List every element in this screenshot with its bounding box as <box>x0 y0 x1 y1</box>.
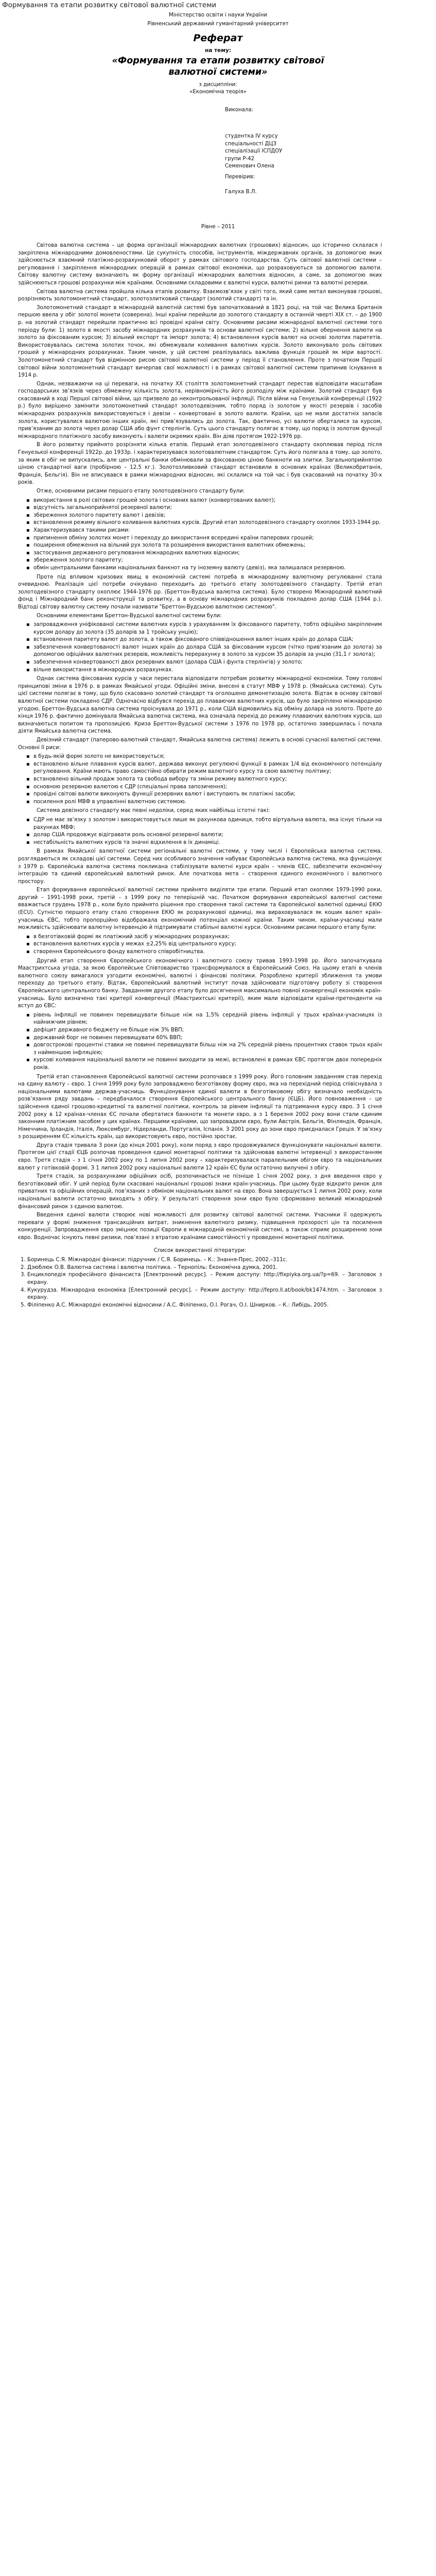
paragraph: Отже, основними рисами першого етапу золотодевізного стандарту були: <box>37 488 245 494</box>
paragraph: Другий етап створення Європейського економічного і валютного союзу тривав 1993-1998 рр. Його започаткувала Маастрихтська угода, за якою Європейське Співтовариство трансформувалося в Європейський Союз. На цьому етапі в членів валютного союзу вимагалося узгодити економічні, валютні і фінансові політики. Розроблено критерії зближення та умови переходу до третього етапу. Відтак, Європейський валютний інститут почав здійснювати підготовчу роботу зі створення Європейського центрального банку. Завданням другого етапу було досягнення максимально повної конвергенції економік країн-учасниць. Було визначено такі критерії конвергенції (Маастрихтські критерії), яким мали відповідати країни-претенденти на вступ до ЄВС: <box>18 958 382 1009</box>
references-title: Список використаної літератури: <box>153 1247 247 1253</box>
paragraph: Третій етап становлення Європейської валютної системи розпочався з 1999 року. Його головним завданням став перехід на єдину валюту – євро. 1 січня 1999 року було запроваджено безготівкову форму євро, яка на перехідний період співіснувала з національними валютами держав-учасниць. Функціонування єдиної валюти в безготівковому обігу визначало необхідність розв’язання ряду завдань – передбачалося створення Європейського центрального банку (ЄЦБ). Його повноваження – це здійснення єдиної грошово-кредитної та валютної політики, контроль за рівнем інфляції та підтримання курсу євро. З 1 січня 2002 року в 12 країнах-членах ЄС почали обертатися банкноти та монети євро, а з 1 березня 2002 року вони стали єдиним законним платіжним засобом у цих країнах. Першими країнами, що запровадили євро, були Австрія, Бельгія, Фінляндія, Франція, Німеччина, Ірландія, Італія, Люксембург, Нідерланди, Португалія, Іспанія. З 2001 року до зони євро приєдналася Греція. У зв’язку з розширенням ЄС кількість країн, що використовують євро, постійно зростає. <box>18 1074 382 1140</box>
bullet-list <box>18 621 382 674</box>
ministry-name: Міністерство освіти і науки України <box>168 12 268 18</box>
student-group: групи Р-42 <box>225 156 255 162</box>
place-year: Рівне – 2011 <box>201 224 235 230</box>
reference-item: 4. Кукурудза. Міжнародна економіка [Електронний ресурс]. – Режим доступу: http://fepro.ll.at/book/bk1474.htm. – Заголовок з екрану. <box>27 1287 382 1302</box>
topic-line-2: валютної системи» <box>168 67 268 77</box>
list-item: ▪ встановлено вільне плавання курсів валют, держава виконує регулюючі функції в рамках 1/4 від економічного потенціалу регулювання. Країни мають право самостійно обирати режим валютного курсу та свою валютну політику; <box>27 761 382 776</box>
paragraph: Однак система фіксованих курсів у часи перестала відповідати потребам розвитку міжнародної економіки. Тому головні принципові зміни в 1976 р. в рамках Ямайської угоди. Офіційні зміни, внесені в статут МВФ у 1978 р. (Ямайська система). Суть цієї системи полягає в тому, що було скасовано золотий стандарт та оголошено демонетизацію золота. Відтак в основу світової валютної системи покладено СДР. Одночасно відбувся перехід до плаваючих валютних курсів, що було закріплено міжнародною угодою. Бреттон-Вудська валютна система проіснувала до 1971 р., коли США відмовились від обміну долара на золото. Проте до кінця 1976 р. фактично домінувала Ямайська валютна система, яка означала перехід до режиму плаваючих валютних курсів, що визначаються попитом та пропозицією. Криза Бреттон-Вудської системи з 1976 по 1978 рр. остаточно завершилась і почала діяти Ямайська валютна система. <box>18 676 382 735</box>
student-faculty: спеціальності ДЦЗ <box>225 141 276 147</box>
list-item: ▪ державний борг не повинен перевищувати 60% ВВП; <box>27 1035 382 1042</box>
list-item: ▪ СДР не має зв’язку з золотом і використовується лише як рахункова одиниця, тобто віртуальна валюта, яка існує тільки на рахунках МВФ; <box>27 817 382 832</box>
checker-block <box>225 174 359 196</box>
author-info-block <box>225 133 359 171</box>
bullet-list <box>18 753 382 806</box>
discipline <box>0 81 436 96</box>
paragraph: Друга стадія тривала 3 роки (до кінця 2001 року), коли поряд з євро продовжувалися функціонувати національні валюти. Протягом цієї стадії ЄЦБ розпочав проведення єдиної монетарної політики та здійснював валютні інтервенції з використанням євро. Третя стадія – з 1 січня 2002 року по 1 липня 2002 року – характеризувалася паралельним обігом євро та національних валют у готівковій формі. З 1 липня 2002 року національні валюти 12 країн ЄС були остаточно вилучені з обігу. <box>18 1142 382 1171</box>
paragraph: Етап формування європейської валютної системи прийнято виділяти три етапи. Перший етап охоплює 1979-1990 роки, другий – 1991-1998 роки, третій – з 1999 року по теперішній час. Початком формування європейської валютної системи вважається грудень 1978 р., коли було прийнято рішення про створення такої системи та Європейської валютної одиниці ЕКЮ (ECU). Сутністю першого етапу стало створення ЕКЮ як розрахункової одиниці, яка вираховувалася як кошик валют країн-учасниць ЄВС, тобто пропорційно відображала економічний потенціал кожної країни. Таким чином, країни-учасниці мали можливість здійснювати валютну інтервенцію й підтримувати стабільні валютні курси. Основними рисами першого етапу були: <box>18 887 382 931</box>
list-item: ▪ вільне використання в міжнародних розрахунках. <box>27 667 382 674</box>
document-title: Реферат <box>193 32 243 44</box>
references-list <box>18 1257 382 1309</box>
paragraph: Введення єдиної валюти створює нові можливості для розвитку світової валютної системи. Учасники її одержують переваги у формі зниження трансакційних витрат, зникнення валютного ризику, підвищення прозорості цін та посилення конкуренції. Запровадження євро зміцнює позиції Європи в міжнародній економічній системі, а також сприяє розширенню зони євро. Водночас існують певні ризики, пов’язані з втратою країнами самостійності у проведенні монетарної політики. <box>18 1212 382 1241</box>
bullet-list <box>18 817 382 846</box>
author-label-block <box>225 107 359 114</box>
list-item: ▪ встановлення паритету валют до золота, а також фіксованого співвідношення валют інших країн до долара США; <box>27 636 382 644</box>
list-item: ▪ збереження золотого паритету; <box>27 557 382 565</box>
list-item: ▪ нестабільність валютних курсів та значні відхилення в їх динаміці. <box>27 839 382 847</box>
list-item: ▪ збереження золотого паритету валют і девізів; <box>27 512 382 520</box>
list-item: ▪ встановлення режиму вільного коливання валютних курсів. Другий етап золотодевізного стандарту охоплює 1933-1944 рр. <box>27 519 382 527</box>
list-item: ▪ забезпечення конвертованості двох резервних валют (долара США і фунта стерлінгів) у золото; <box>27 659 382 667</box>
paragraph: Світова валютна система – це форма організації міжнародних валютних (грошових) відносин, що історично склалася і закріплена міжнародними домовленостями. Це сукупність способів, інструментів, міждержавних органів, за допомогою яких здійснюється взаємний платіжно-розрахунковий оборот у рамках світового господарства. Суть світової валютної системи – регулювання і закріплення міжнародних операцій в рамках світової економіки, що розраховуються за допомогою валюти. Світову валютну систему визначають як форму організації міжнародних валютних відносин, а саме, за допомогою яких здійснюються грошові розрахунки між країнами. Основними складовими є валютні курси, валютні ринки та валютні резерви. <box>18 243 382 286</box>
paragraph: В його розвитку прийнято розрізняти кілька етапів. Перший етап золотодевізного стандарту охоплював період після Генуезької конференції 1922р. до 1933р. і характеризувався золотовалютним стандартом. Суть його полягала в тому, що золото, за яким в обіг не випускались, але центральні банки обмінювали за фіксованою ціною банкноти на злитки. Загальноприйнятою ціною стандартної ваги (пробірною – 12,5 кг.). Золотозливковий стандарт встановили в основних країнах (Великобританія, Франція, Бельгія). Він не вписувався в рамки міжнародних відносин, які склалися на той час і був скасований на початку 30-х років. <box>18 442 382 486</box>
list-item: ▪ долар США продовжує відігравати роль основної резервної валюти; <box>27 832 382 839</box>
bullet-list <box>18 1012 382 1072</box>
topic-line-1: «Формування та етапи розвитку світової <box>112 56 324 66</box>
list-item: ▪ посилення ролі МВФ в управлінні валютною системою. <box>27 799 382 806</box>
paragraph: Девізний стандарт (паперово-валютний стандарт, Ямайська валютна система) лежить в основі сучасної валютної системи. Основні її риси: <box>18 737 382 751</box>
list-item: ▪ встановлено вільний продаж золота та свобода вибору та зміни режиму валютного курсу; <box>27 776 382 784</box>
student-name: Семенович Олена <box>225 163 274 170</box>
document-subtitle: на тему: <box>205 47 231 54</box>
student-specialty: спеціалізації ІСПДОУ <box>225 148 283 155</box>
list-item: ▪ в будь-якій формі золото не використовується; <box>27 753 382 761</box>
list-item: ▪ запровадження уніфікованої системи валютних курсів з урахуванням їх фіксованого паритету, тобто офіційно закріпленим курсом долару до золота (35 доларів за 1 тройську унцію); <box>27 621 382 636</box>
student-course: студентка IV курсу <box>225 133 278 139</box>
list-item: ▪ створення Європейського фонду валютного співробітництва. <box>27 948 382 956</box>
paragraph: Золотомонетний стандарт в міжнародній валютній системі був започаткований в 1821 році, на той час Велика Британія першою ввела у обіг золотої монети (соверена). Інші країни перейшли до золотого стандарту в останній чверті XIX ст. – до 1900 р. на золотий стандарт перейшли практично всі провідні країни світу. Основними рисами міжнародної валютної системи того періоду були: 1) золото в якості засобу міжнародних розрахунків та основи валютної системи; 2) вільне обернення валюти на золото за фіксованим курсом; 3) вільний експорт та імпорт золота; 4) встановлення курсів валют на основі золотих паритетів. Використовувалась система золотих точок, які обмежували коливання валютних курсів. Золото виконувало роль світових грошей у міжнародних розрахунках. Таким чином, у цій системі реалізувалась важлива функція грошей як міри вартості. Золотомонетний стандарт був відмінною рисою світової валютної системи у період її становлення. Проте з початком Першої світової війни золотомонетний стандарт вичерпав свої можливості і в рамках світової валютної системи припинив існування в 1914 р. <box>18 304 382 379</box>
list-item: ▪ застосування державного регулювання міжнародних валютних відносин; <box>27 550 382 557</box>
paragraph: Світова валютна система пройшла кілька етапів розвитку. Взаємозв’язок у світі того, який саме метал виконував грошові, розрізняють золотомонетний стандарт, золотозлитковий стандарт (золотий стандарт) та ін. <box>18 289 382 302</box>
list-item: ▪ основною резервною валютою є СДР (спеціальні права запозичення); <box>27 784 382 791</box>
reference-item: 3. Енциклопедія професійного фінансиста [Електронний ресурс]. – Режим доступу: http://fixpiyka.org.ua/?p=69. – Заголовок з екрану. <box>27 1272 382 1286</box>
list-item: ▪ рівень інфляції не повинен перевищувати більше ніж на 1,5% середній рівень інфляції у трьох країнах-учасницях із найнижчим рівнем; <box>27 1012 382 1027</box>
paragraph: Однак, незважаючи на ці переваги, на початку XX століття золотомонетний стандарт перестав відповідати масштабам господарських зв’язків через обмежену кількість золота, нерівномірність його розподілу між країнами. Золотий стандарт був скасований в ході Першої світової війни, що призвело до неконтрольованої інфляції. Після війни на Генуезькій конференції (1922 р.) було вирішено замінити золотомонетний стандарт золотодевізним, тобто поряд із золотом у якості резервів і засобів міжнародних розрахунків використовуються і девізи – конвертовані в золото валюти. Країни, що не мали достатніх запасів золота, користувалися валютою інших країн, які прив’язувались до золота. Так, фактично, усі валюти оберталися за курсом, прив’язаним до золота через долар США або фунт стерлінгів. Суть цього стандарту полягає в тому, що поряд із золотом функції міжнародного платіжного засобу виконують і валюти окремих країн. Він діяв протягом 1922-1976 рр. <box>18 381 382 439</box>
list-item: ▪ встановлення валютних курсів у межах ±2,25% від центрального курсу; <box>27 941 382 948</box>
paragraph: В рамках Ямайської валютної системи регіональні валютні системи, у тому числі і Європейська валютна система, розглядаються як складові цієї системи. Серед них особливого значення набуває Європейська валютна система, яка функціонує з 1979 р. Європейська валютна система покликана стабілізувати валютні курси країн – членів ЄЕС, забезпечити економічну інтеграцію та єдиний європейський валютний ринок. Але початкова мета – створення єдиного економічного і валютного простору. <box>18 849 382 885</box>
list-item: ▪ припинення обміну золотих монет і переходу до використання всередині країни паперових грошей; <box>27 535 382 543</box>
page-heading: Формування та етапи розвитку світової валютної системи <box>2 1 217 9</box>
list-item: ▪ забезпечення конвертованості валют інших країн до долара США за фіксованим курсом (чітко прив’язаним до золота) за допомогою офіційних валютних резервів, можливість перерахунку в золото за курсом 35 доларів за унцію (31,1 г золота); <box>27 644 382 659</box>
discipline-label: з дисципліни: <box>199 82 237 88</box>
checker-name: Галуха В.Л. <box>225 189 257 195</box>
document-topic <box>0 55 436 78</box>
bullet-list <box>18 497 382 572</box>
reference-item: 2. Дзюблюк О.В. Валютна система і валютна політика. – Тернопіль: Економічна думка, 2001. <box>27 1264 382 1272</box>
list-item: ▪ курсові коливання національної валюти не повинні виходити за межі, встановлені в рамках ЄВС протягом двох попередніх років. <box>27 1057 382 1072</box>
checked-label: Перевірив: <box>225 174 255 180</box>
list-item: ▪ в безготівковій формі як платіжний засіб у міжнародних розрахунках; <box>27 934 382 941</box>
list-item: ▪ дефіцит державного бюджету не більше ніж 3% ВВП; <box>27 1027 382 1035</box>
paragraph: Система девізного стандарту має певні недоліки, серед яких найбільш істотні такі: <box>37 808 270 814</box>
paragraph: Проте під впливом кризових явищ в економічній системі потреба в міжнародному валютному регулюванні стала очевидною. Реалізація цієї потреби очікувано переходить до третього етапу золотодевізного стандарту. Третій етап золотодевізного стандарту охоплює 1944-1976 рр. (Бреттон-Вудська валютна система). Було створено Міжнародний валютний фонд і Міжнародний банк реконструкції та розвитку, а в основу міжнародних розрахунків покладено долар США (1944 р.). Відтоді світову валютну систему почали називати "Бреттон-Вудською валютною системою". <box>18 574 382 610</box>
reference-item: 5. Філіпенко А.С. Міжнародні економічні відносини / А.С. Філіпенко, О.І. Рогач, О.І. Шнирков. – К.: Либідь, 2005. <box>27 1302 382 1310</box>
list-item: ▪ поширення обмеження на вільний рух золота та розширення використання валютних обмежень; <box>27 542 382 550</box>
reference-item: 1. Боринець С.Я. Міжнародні фінанси: підручник / С.Я. Боринець. – К.: Знання-Прес, 2002.–311с. <box>27 1257 382 1264</box>
list-item: ▪ Характеризувався такими рисами: <box>27 527 382 535</box>
performed-label: Виконала: <box>225 107 254 113</box>
main-text <box>18 242 382 1309</box>
list-item: ▪ відсутність загальноприйнятої резервної валюти; <box>27 504 382 512</box>
list-item: ▪ обмін центральними банками національних банкнот на ту іноземну валюту (девіз), яка залишалася резервною. <box>27 565 382 572</box>
list-item: ▪ провідні світові валюти виконують функції резервних валют і виступають як платіжні засоби; <box>27 791 382 799</box>
bullet-list <box>18 934 382 956</box>
university-name: Рівненський державний гуманітарний університет <box>147 21 289 27</box>
list-item: ▪ використання в ролі світових грошей золота і основних валют (конвертованих валют); <box>27 497 382 505</box>
discipline-name: «Економічна теорія» <box>189 89 247 95</box>
paragraph: Основними елементами Бреттон-Вудської валютної системи були: <box>37 613 222 619</box>
paragraph: Третя стадія, за розрахунками офіційних осіб, розпочинається не пізніше 1 січня 2002 року, з дня введення євро у безготівковий обіг. У цей період були скасовані національні грошові знаки країн-учасниць. При цьому буде відкрито ринок для приватних та офіційних операцій, пов’язаних з обміном національних валют на євро. Вона завершується 1 липня 2002 року, коли національні валюти остаточно виходять з обігу. У результаті створення зони євро було сформовано великий міжнародний фінансовий ринок з єдиною валютою. <box>18 1174 382 1210</box>
list-item: ▪ довгострокові процентні ставки не повинні перевищувати більш ніж на 2% середній рівень процентних ставок трьох країн з найменшою інфляцією; <box>27 1042 382 1057</box>
